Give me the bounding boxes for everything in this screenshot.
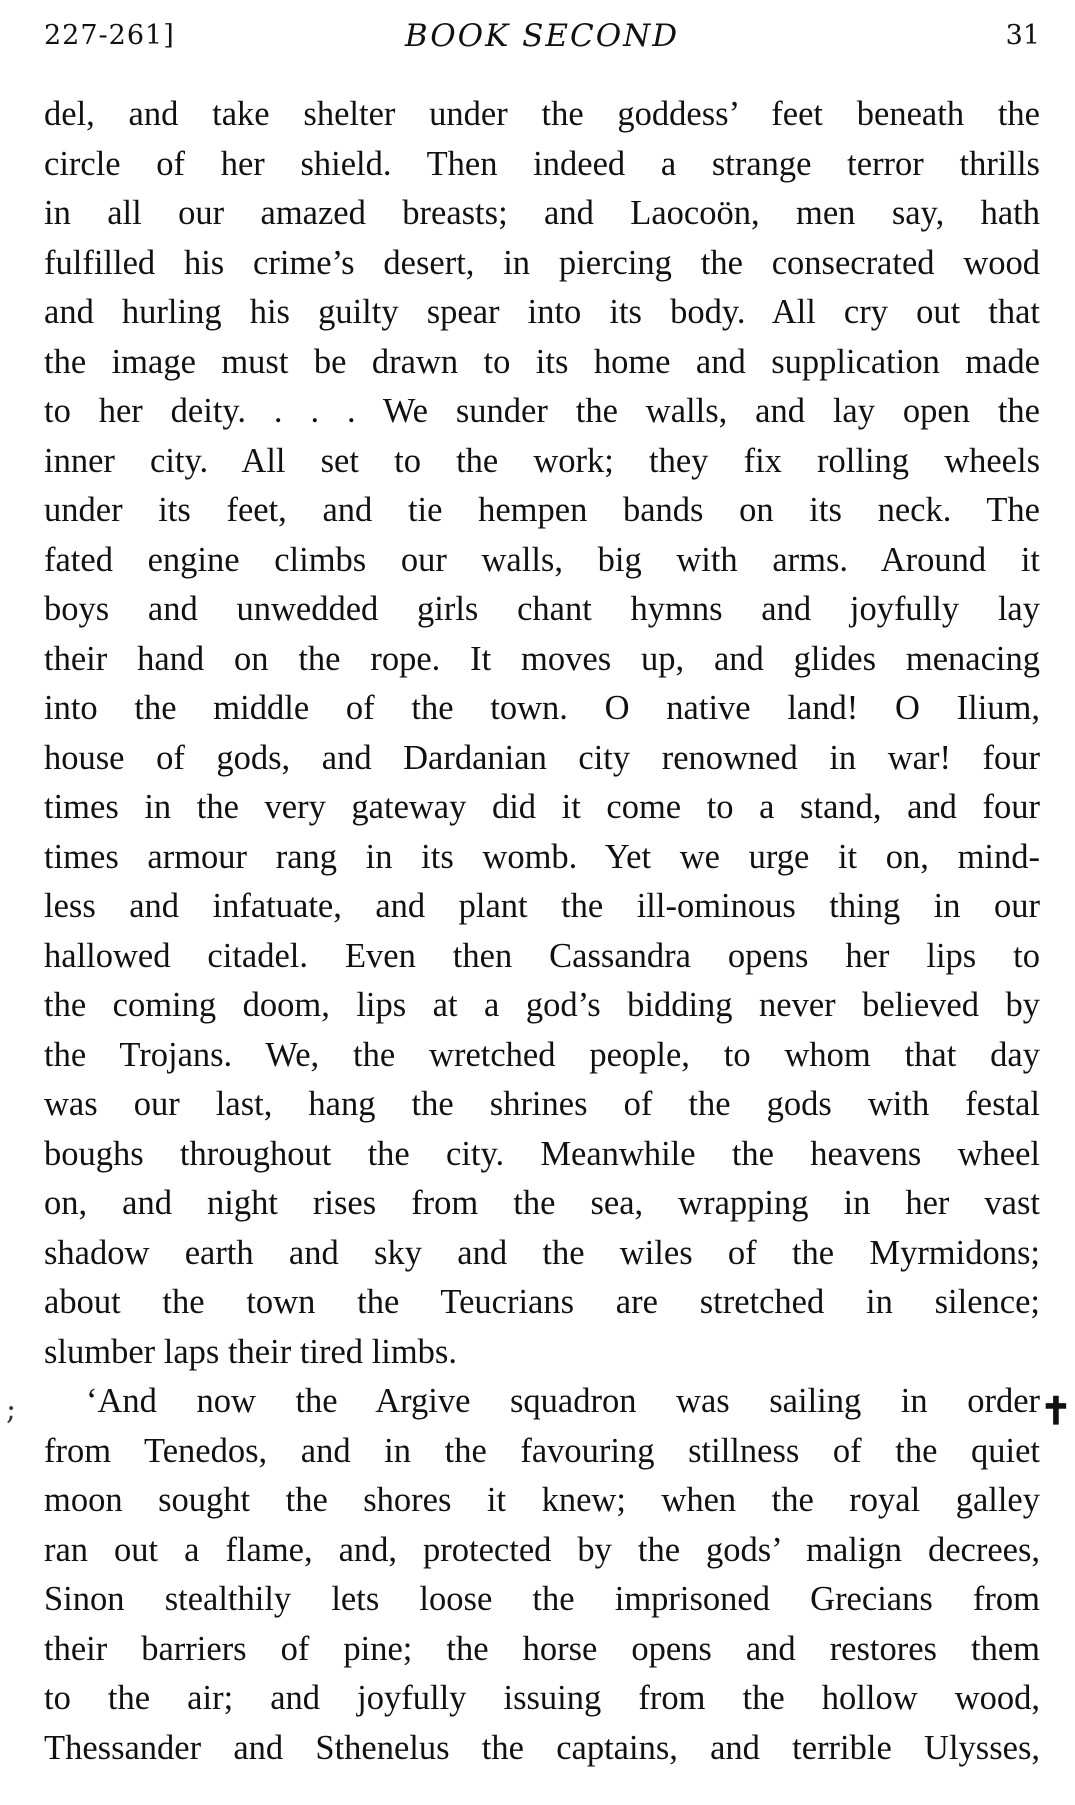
paragraph-2 [44, 1377, 1040, 1773]
text-line: to her deity. . . . We sunder the walls, and lay open the [44, 392, 1040, 430]
text-line: less and infatuate, and plant the ill-ominous thing in our [44, 887, 1040, 925]
text-line: and hurling his guilty spear into its body. All cry out that [44, 293, 1040, 331]
text-line: under its feet, and tie hempen bands on its neck. The [44, 491, 1040, 529]
text-line: their barriers of pine; the horse opens and restores them [44, 1629, 1040, 1668]
text-line: circle of her shield. Then indeed a strange terror thrills [44, 144, 1040, 183]
text-line: the coming doom, lips at a god’s bidding never believed by [44, 986, 1040, 1024]
text-line: the image must be drawn to its home and supplication made [44, 342, 1040, 381]
text-line: to the air; and joyfully issuing from the hollow wood, [44, 1679, 1040, 1717]
margin-mark-left: ; [6, 1392, 17, 1427]
text-line: from Tenedos, and in the favouring stillness of the quiet [44, 1431, 1040, 1470]
text-line: del, and take shelter under the goddess’ feet beneath the [44, 95, 1040, 133]
text-line: fulfilled his crime’s desert, in piercing the consecrated wood [44, 243, 1040, 282]
text-line: boughs throughout the city. Meanwhile the heavens wheel [44, 1134, 1040, 1173]
text-line: slumber laps their tired limbs. [44, 1332, 457, 1371]
text-line: shadow earth and sky and the wiles of the Myrmidons; [44, 1233, 1040, 1272]
line-range: 227-261] [44, 20, 175, 51]
body-text [44, 90, 1040, 1773]
text-line: Sinon stealthily lets loose the imprisoned Grecians from [44, 1580, 1040, 1618]
text-line: their hand on the rope. It moves up, and glides menacing [44, 639, 1040, 678]
text-line: ran out a flame, and, protected by the gods’ malign decrees, [44, 1530, 1040, 1569]
running-title: BOOK SECOND [404, 18, 680, 54]
text-line: in all our amazed breasts; and Laocoön, men say, hath [44, 194, 1040, 232]
running-header [44, 16, 1040, 56]
text-line: into the middle of the town. O native land! O Ilium, [44, 689, 1040, 727]
margin-mark-right: ✝ [1040, 1388, 1072, 1433]
text-line: on, and night rises from the sea, wrapping in her vast [44, 1184, 1040, 1222]
text-line: was our last, hang the shrines of the gods with festal [44, 1085, 1040, 1123]
text-line: house of gods, and Dardanian city renowned in war! four [44, 738, 1040, 777]
page-number: 31 [1005, 20, 1040, 51]
text-line: boys and unwedded girls chant hymns and joyfully lay [44, 590, 1040, 628]
text-line: ‘And now the Argive squadron was sailing in order [86, 1382, 1040, 1420]
paragraph-1 [44, 90, 1040, 1377]
text-line: moon sought the shores it knew; when the royal galley [44, 1481, 1040, 1519]
text-line: about the town the Teucrians are stretched in silence; [44, 1283, 1040, 1321]
text-line: the Trojans. We, the wretched people, to whom that day [44, 1035, 1040, 1074]
text-line: fated engine climbs our walls, big with arms. Around it [44, 540, 1040, 579]
text-line: hallowed citadel. Even then Cassandra opens her lips to [44, 936, 1040, 975]
text-line: inner city. All set to the work; they fix rolling wheels [44, 441, 1040, 480]
text-line: times armour rang in its womb. Yet we urge it on, mind- [44, 837, 1040, 876]
text-line: times in the very gateway did it come to a stand, and four [44, 788, 1040, 826]
text-line: Thessander and Sthenelus the captains, and terrible Ulysses, [44, 1728, 1040, 1767]
